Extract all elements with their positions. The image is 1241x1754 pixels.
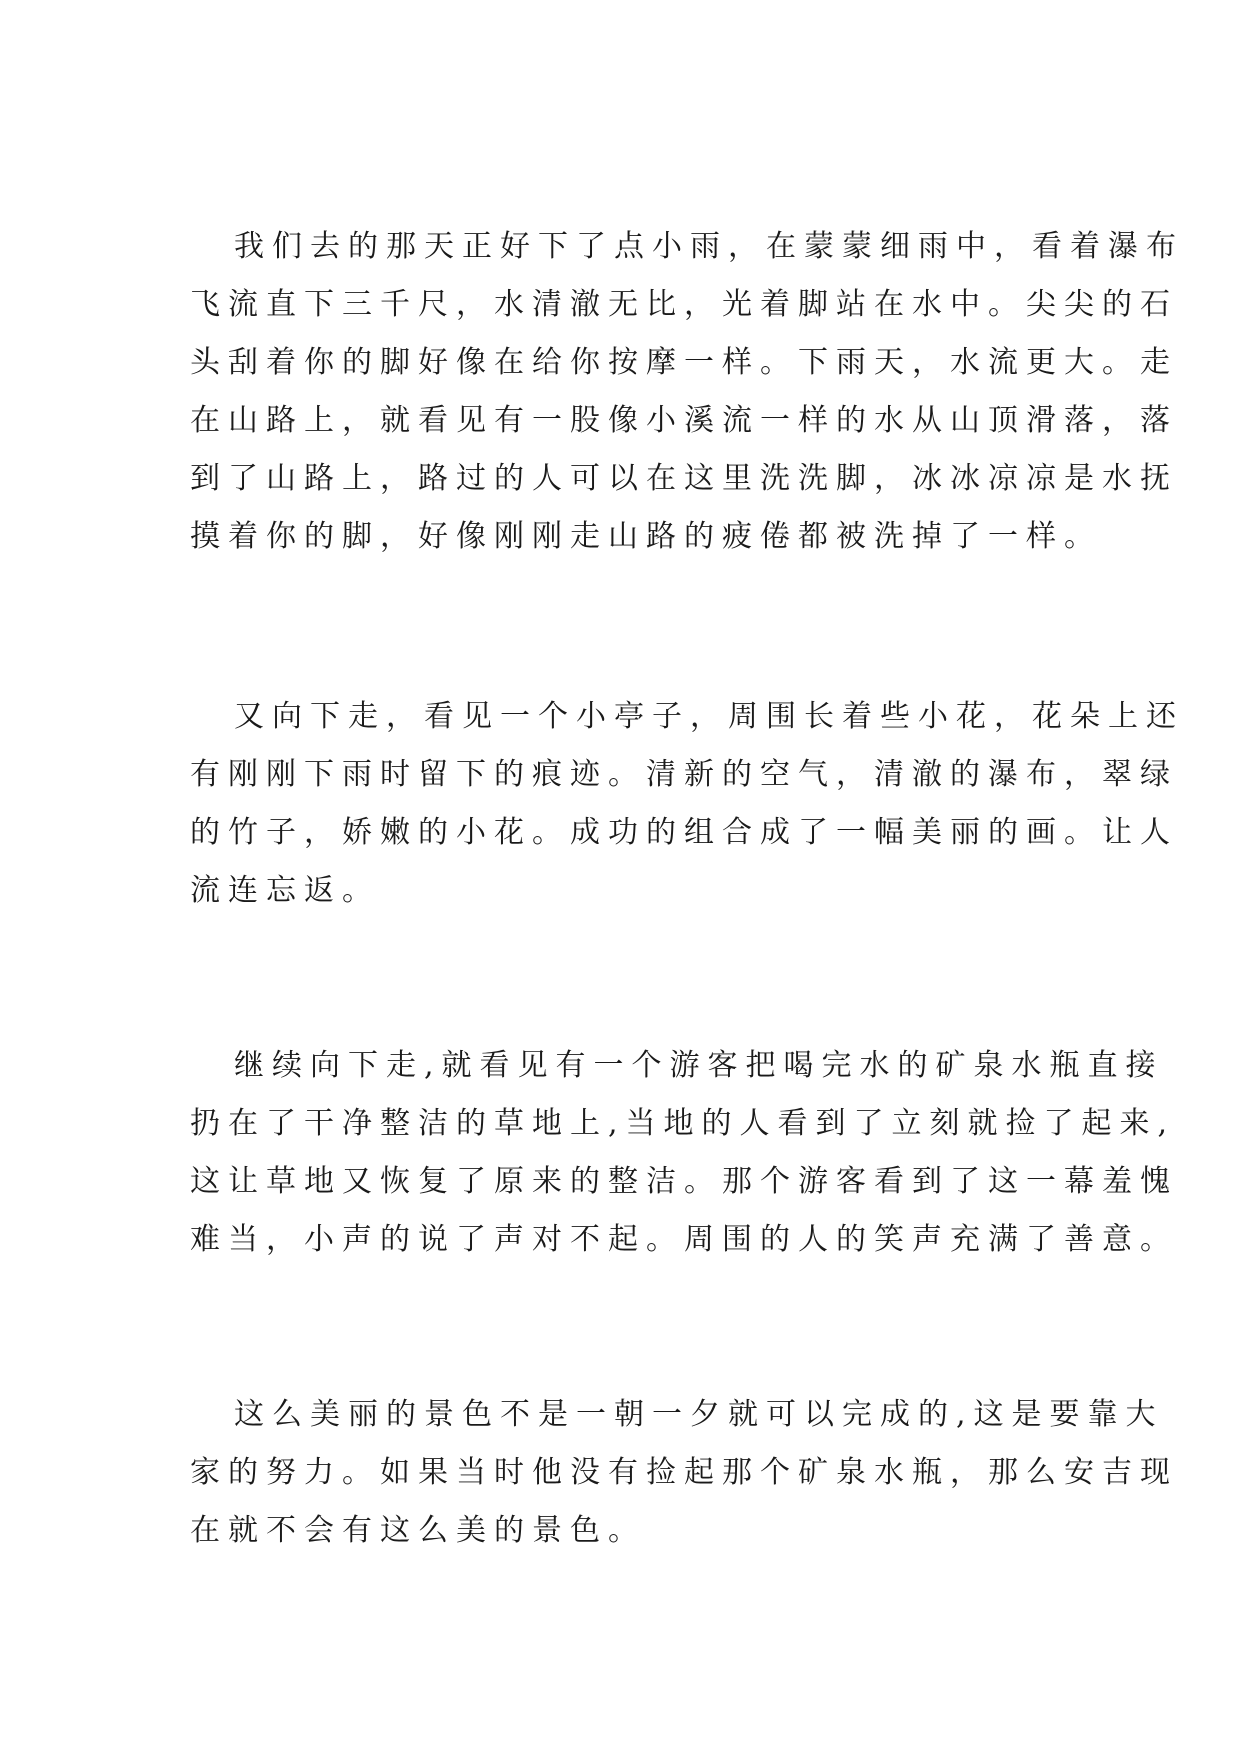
paragraph-line: 流连忘返。 xyxy=(190,873,380,908)
paragraph-2 xyxy=(190,688,1184,920)
paragraph-line: 这让草地又恢复了原来的整洁。那个游客看到了这一幕羞愧 xyxy=(190,1164,1178,1199)
paragraph-4 xyxy=(190,1386,1178,1560)
paragraph-1 xyxy=(190,218,1184,566)
paragraph-line: 飞流直下三千尺，水清澈无比，光着脚站在水中。尖尖的石 xyxy=(190,287,1178,322)
paragraph-line: 我们去的那天正好下了点小雨，在蒙蒙细雨中，看着瀑布 xyxy=(234,229,1184,264)
paragraph-3 xyxy=(190,1037,1178,1269)
paragraph-line: 摸着你的脚，好像刚刚走山路的疲倦都被洗掉了一样。 xyxy=(190,519,1102,554)
paragraph-line: 有刚刚下雨时留下的痕迹。清新的空气，清澈的瀑布，翠绿 xyxy=(190,757,1178,792)
paragraph-line: 难当，小声的说了声对不起。周围的人的笑声充满了善意。 xyxy=(190,1222,1178,1257)
paragraph-line: 扔在了干净整洁的草地上,当地的人看到了立刻就捡了起来, xyxy=(190,1106,1176,1141)
paragraph-line: 继续向下走,就看见有一个游客把喝完水的矿泉水瓶直接 xyxy=(234,1048,1164,1083)
paragraph-line: 这么美丽的景色不是一朝一夕就可以完成的,这是要靠大 xyxy=(234,1397,1164,1432)
paragraph-line: 的竹子，娇嫩的小花。成功的组合成了一幅美丽的画。让人 xyxy=(190,815,1178,850)
paragraph-line: 家的努力。如果当时他没有捡起那个矿泉水瓶，那么安吉现 xyxy=(190,1455,1178,1490)
paragraph-line: 在山路上，就看见有一股像小溪流一样的水从山顶滑落，落 xyxy=(190,403,1178,438)
paragraph-line: 又向下走，看见一个小亭子，周围长着些小花，花朵上还 xyxy=(234,699,1184,734)
paragraph-line: 到了山路上，路过的人可以在这里洗洗脚，冰冰凉凉是水抚 xyxy=(190,461,1178,496)
paragraph-line: 在就不会有这么美的景色。 xyxy=(190,1513,646,1548)
paragraph-line: 头刮着你的脚好像在给你按摩一样。下雨天，水流更大。走 xyxy=(190,345,1178,380)
